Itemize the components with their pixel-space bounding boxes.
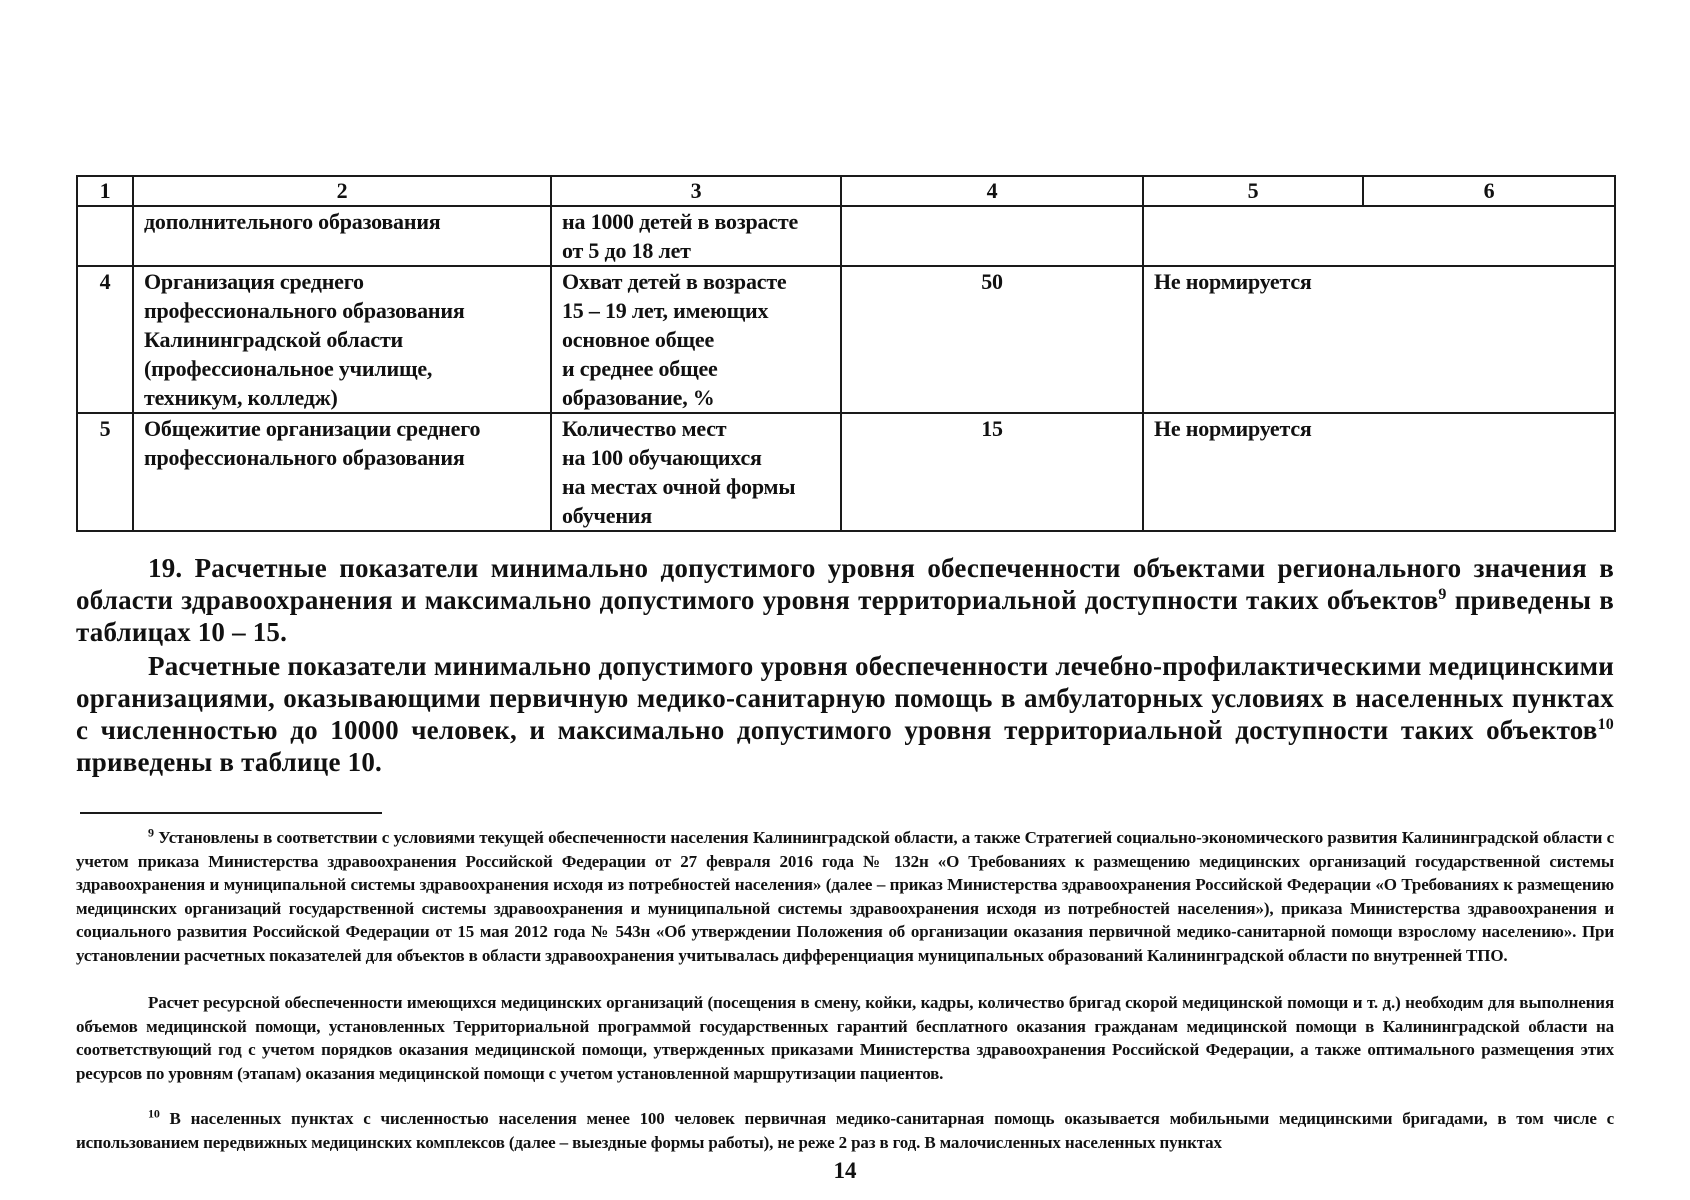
paragraph-clinics [76,650,1614,778]
table-row [77,266,1615,413]
page-number: 14 [833,1158,857,1183]
table-header-row [77,176,1615,206]
row-number [77,206,133,266]
value-cell: 15 [841,413,1143,531]
indicator-cell: Количество мест на 100 обучающихся на местах очной формы обучения [551,413,841,531]
footnote-ref-9: 9 [1438,586,1447,603]
paragraph-19 [76,552,1614,648]
access-cell [1143,206,1615,266]
footnote-9 [76,826,1614,967]
paragraph-19-tail: приведены в таблицах 10 – 15. [76,585,1614,647]
object-cell: дополнительного образования [133,206,551,266]
row-number: 5 [77,413,133,531]
footnote-10-mark: 10 [148,1106,160,1121]
row-number: 4 [77,266,133,413]
column-number-1: 1 [77,176,133,206]
footnote-10 [76,1107,1614,1154]
column-number-3: 3 [551,176,841,206]
table-row [77,413,1615,531]
paragraph-clinics-text: Расчетные показатели минимально допустимого уровня обеспеченности лечебно-профилактическими медицинскими организациями, оказывающими первичную медико-санитарную помощь в амбулаторных условиях в населенных пунктах с численностью до 10000 человек, и максимально допустимого уровня территориальной доступности таких объектов [76,651,1614,745]
table-row [77,206,1615,266]
column-number-6: 6 [1363,176,1615,206]
footnote-9-continuation [76,991,1614,1085]
paragraph-clinics-tail: приведены в таблице 10. [76,747,382,777]
footnote-ref-10: 10 [1597,716,1614,733]
object-cell: Общежитие организации среднего профессионального образования [133,413,551,531]
value-cell: 50 [841,266,1143,413]
footnote-9-text: Установлены в соответствии с условиями текущей обеспеченности населения Калининградской области, а также Стратегией социально-экономического развития Калининградской области с учетом приказа Министерства здравоохранения Российской Федерации от 27 февраля 2016 года № 132н «О Требованиях к размещению медицинских организаций государственной системы здравоохранения и муниципальной системы здравоохранения исходя из потребностей населения» (далее – приказ Министерства здравоохранения Российской Федерации «О Требованиях к размещению медицинских организаций государственной системы здравоохранения и муниципальной системы здравоохранения исходя из потребностей населения»), приказа Министерства здравоохранения и социального развития Российской Федерации от 15 мая 2012 года № 543н «Об утверждении Положения об организации оказания первичной медико-санитарной помощи взрослому населению». При установлении расчетных показателей для объектов в области здравоохранения учитывалась дифференциация муниципальных образований Калининградской области по внутренней ТПО. [76,828,1614,965]
footnote-9-mark: 9 [148,825,154,840]
column-number-2: 2 [133,176,551,206]
footnote-separator [80,812,382,814]
footnote-9-continuation-text: Расчет ресурсной обеспеченности имеющихся медицинских организаций (посещения в смену, койки, кадры, количество бригад скорой медицинской помощи и т. д.) необходим для выполнения объемов медицинской помощи, установленных Территориальной программой государственных гарантий бесплатного оказания гражданам медицинской помощи в Калининградской области на соответствующий год с учетом порядков оказания медицинской помощи, утвержденных приказами Министерства здравоохранения Российской Федерации, а также оптимального размещения этих ресурсов по уровням (этапам) оказания медицинской помощи с учетом установленной маршрутизации пациентов. [76,993,1614,1083]
indicator-cell: на 1000 детей в возрасте от 5 до 18 лет [551,206,841,266]
footnote-10-text: В населенных пунктах с численностью населения менее 100 человек первичная медико-санитарная помощь оказывается мобильными медицинскими бригадами, в том числе с использованием передвижных медицинских комплексов (далее – выездные формы работы), не реже 2 раз в год. В малочисленных населенных пунктах [76,1109,1614,1152]
object-cell: Организация среднего профессионального образования Калининградской области (профессиональное училище, техникум, колледж) [133,266,551,413]
value-cell [841,206,1143,266]
paragraph-19-text: 19. Расчетные показатели минимально допустимого уровня обеспеченности объектами регионального значения в области здравоохранения и максимально допустимого уровня территориальной доступности таких объектов [76,553,1614,615]
norms-table [76,175,1616,532]
column-number-5: 5 [1143,176,1363,206]
indicator-cell: Охват детей в возрасте 15 – 19 лет, имеющих основное общее и среднее общее образование, % [551,266,841,413]
access-cell: Не нормируется [1143,413,1615,531]
access-cell: Не нормируется [1143,266,1615,413]
column-number-4: 4 [841,176,1143,206]
